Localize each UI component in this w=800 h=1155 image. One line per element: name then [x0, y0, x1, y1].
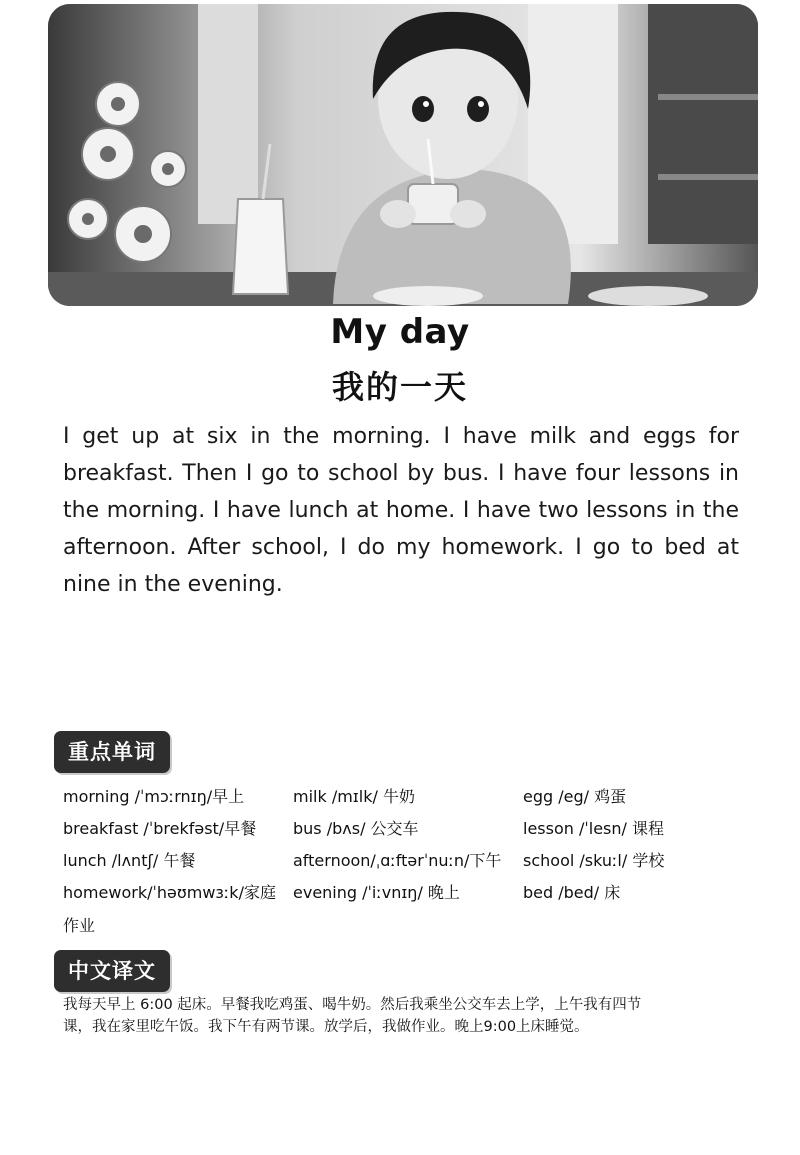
- vocab-item: lesson /ˈlesn/ 课程: [523, 819, 665, 838]
- vocab-item: morning /ˈmɔːrnɪŋ/早上: [63, 787, 245, 806]
- story-text: I get up at six in the morning. I have milk and eggs for breakfast. Then I go to school by bus. I have four lessons in the morning. I have lunch at home. I have two lessons in the afternoon. After school, I do my homework. I go to bed at nine in the evening.: [63, 424, 739, 597]
- vocab-item: milk /mɪlk/ 牛奶: [293, 787, 415, 806]
- illustration-boy-drinking-milk: [48, 4, 758, 306]
- title-english: My day: [330, 312, 470, 352]
- vocab-item: breakfast /ˈbrekfəst/早餐: [63, 819, 257, 838]
- vocab-item: evening /ˈiːvnɪŋ/ 晚上: [293, 883, 460, 902]
- translation-text: 我每天早上 6:00 起床。早餐我吃鸡蛋、喝牛奶。然后我乘坐公交车去上学，上午我有四节课，我在家里吃午饭。我下午有两节课。放学后，我做作业。晚上9:00上床睡觉。: [63, 997, 642, 1035]
- vocab-item: afternoon/ˌɑːftərˈnuːn/下午: [293, 851, 502, 870]
- illustration-drawing: [48, 4, 758, 306]
- vocab-item: lunch /lʌntʃ/ 午餐: [63, 851, 196, 870]
- vocab-list: [63, 783, 763, 911]
- vocab-item-continuation: 作业: [63, 916, 96, 935]
- vocab-item: homework/ˈhəʊmwɜːk/家庭: [63, 883, 276, 902]
- vocab-item: bed /bed/ 床: [523, 883, 621, 902]
- vocab-item: bus /bʌs/ 公交车: [293, 819, 419, 838]
- vocab-section-label: 重点单词: [54, 731, 170, 773]
- translation-section-label: 中文译文: [54, 950, 170, 992]
- vocab-item: school /skuːl/ 学校: [523, 851, 665, 870]
- title-chinese: 我的一天: [331, 368, 468, 406]
- vocab-item: egg /eg/ 鸡蛋: [523, 787, 627, 806]
